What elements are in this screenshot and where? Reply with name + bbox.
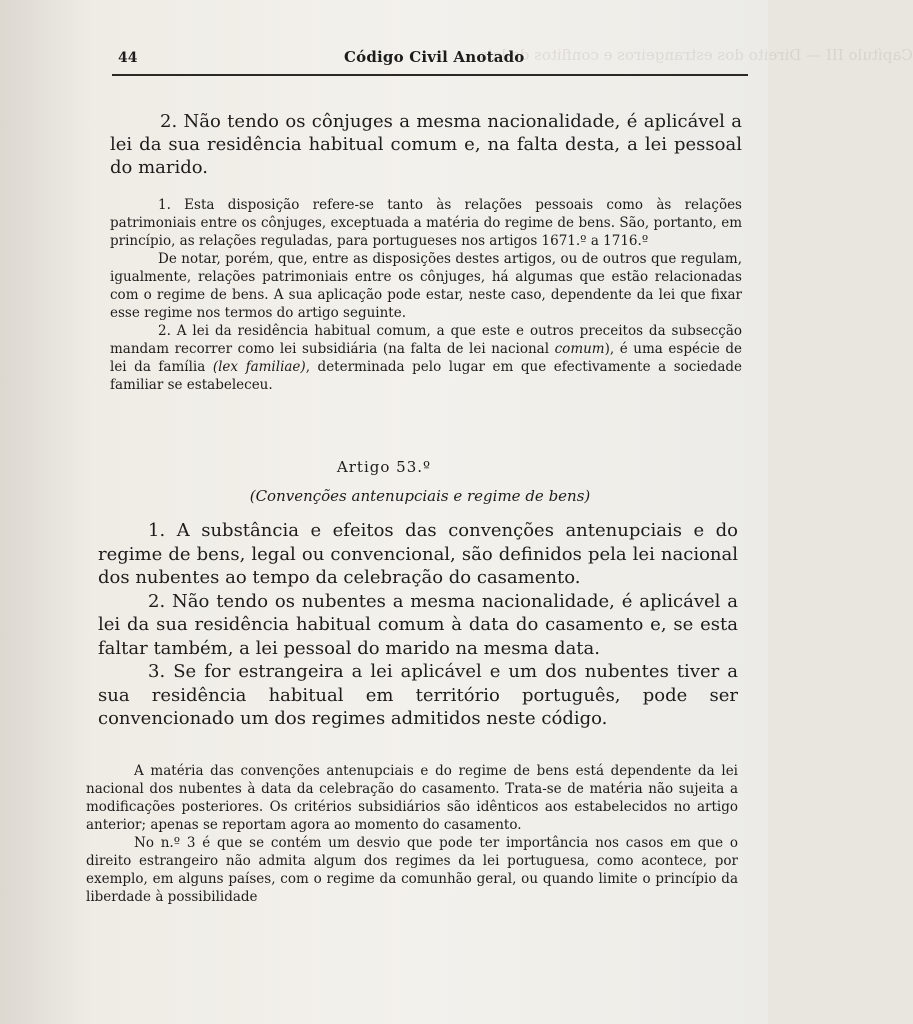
- note-2: 2. A lei da residência habitual comum, a que este e outros preceitos da subsecção mandam recorrer como lei subsidiária (na falta de lei nacional comum), é uma espécie de lei da família (lex familiae), determinada pelo lugar em que efectivamente a sociedade familiar se estabeleceu.: [110, 323, 743, 393]
- article-53-paragraph-1: 1. A substância e efeitos das convenções antenupciais e do regime de bens, legal ou convencional, são definidos pela lei nacional dos nubentes ao tempo da celebração do casamento.: [98, 520, 738, 588]
- article-subtitle: (Convenções antenupciais e regime de bens): [249, 487, 591, 505]
- notes-article-52: [110, 196, 742, 394]
- article-heading: Artigo 53.º: [336, 458, 432, 476]
- article-53-paragraph-2: 2. Não tendo os nubentes a mesma nacionalidade, é aplicável a lei da sua residência habitual comum à data do casamento e, se esta faltar também, a lei pessoal do marido na mesma data.: [98, 590, 738, 659]
- page-header: [112, 44, 748, 76]
- note-1: 1. Esta disposição refere-se tanto às relações pessoais como às relações patrimoniais entre os cônjuges, exceptuada a matéria do regime de bens. São, portanto, em princípio, as relações reguladas, para portugueses nos artigos 1671.º a 1716.º: [110, 197, 742, 249]
- page-number: 44: [118, 50, 138, 66]
- note-a: A matéria das convenções antenupciais e do regime de bens está dependente da lei nacional dos nubentes à data da celebração do casamento. Trata-se de matéria não sujeita a modificações posteriores. Os critérios subsidiários são idênticos aos estabelecidos no artigo anterior; apenas se reportam agora ao momento do casamento.: [86, 763, 738, 833]
- note-1-continued: De notar, porém, que, entre as disposições destes artigos, ou de outros que regulam, igualmente, relações patrimoniais entre os cônjuges, há algumas que estão relacionadas com o regime de bens. A sua aplicação pode estar, neste caso, dependente da lei que fixar esse regime nos termos do artigo seguinte.: [110, 251, 742, 321]
- article-52-paragraph-2: 2. Não tendo os cônjuges a mesma nacionalidade, é aplicável a lei da sua residência habitual comum e, na falta desta, a lei pessoal do marido.: [110, 111, 742, 178]
- notes-article-53: [86, 762, 738, 906]
- article-53-paragraph-3: 3. Se for estrangeira a lei aplicável e um dos nubentes tiver a sua residência habitual em território português, pode ser convencionado um dos regimes admitidos neste código.: [98, 661, 738, 729]
- article-53-body: [98, 519, 738, 731]
- bleed-through-text: Capítulo III — Direito dos estrangeiros e conflitos de leis: [480, 46, 913, 64]
- running-title: Código Civil Anotado: [344, 48, 525, 66]
- note-b: No n.º 3 é que se contém um desvio que pode ter importância nos casos em que o direito estrangeiro não admita algum dos regimes da lei portuguesa, como acontece, por exemplo, em alguns países, com o regime da comunhão geral, ou quando limite o princípio da liberdade à possibilidade: [86, 835, 738, 905]
